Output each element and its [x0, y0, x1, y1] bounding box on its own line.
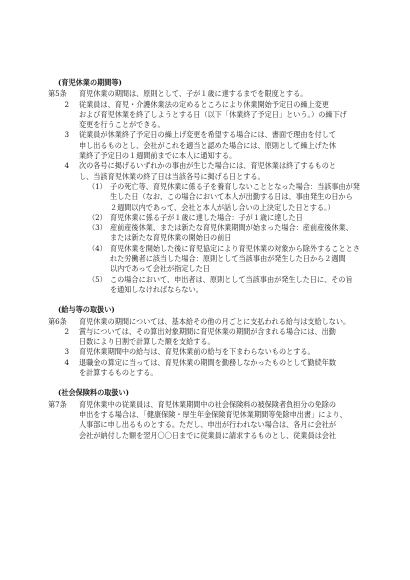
numbered-item	[58, 327, 374, 348]
text-line: れた労働者に該当した場合：原則として当該事由が発生した日から２週間	[110, 254, 346, 264]
text-line: 次の各号に掲げるいずれかの事由が生じた場合には、育児休業は終了するものと	[79, 161, 337, 171]
text-line: 生した日（なお、この場合において本人が出勤する日は、事由発生の日から	[110, 192, 353, 202]
sub-item-number: （3）	[88, 223, 107, 233]
article-text	[79, 400, 374, 441]
text-line: 子の死亡等、育児休業に係る子を養育しないこととなった場合：当該事由が発	[110, 181, 360, 191]
text-line: 育児休業中の従業員は、育児休業期間中の社会保険料の被保険者負担分の免除の	[79, 399, 337, 409]
text-line: 退職金の算定に当っては、育児休業の期間を勤務しなかったものとして勤続年数	[79, 357, 337, 367]
text-line: を計算するものとする。	[79, 368, 158, 378]
article-6	[48, 317, 374, 327]
item-text	[79, 161, 374, 182]
sub-item	[58, 275, 374, 296]
text-line: 以内であって会社が指定した日	[110, 264, 210, 274]
item-text	[79, 327, 374, 348]
sub-item-text	[110, 182, 374, 213]
numbered-item	[58, 347, 374, 357]
item-number: 4	[64, 161, 69, 171]
numbered-item	[58, 358, 374, 379]
item-number: 2	[64, 99, 69, 109]
item-number: 3	[64, 130, 69, 140]
section-heading: (育児休業の期間等)	[58, 78, 122, 87]
numbered-item	[58, 100, 374, 131]
text-line: 産前産後休業、または新たな育児休業期間が始まった場合：産前産後休業、	[110, 223, 353, 233]
article-label: 第7条	[48, 399, 67, 409]
sub-item	[58, 223, 374, 244]
text-line: または新たな育児休業の開始日の前日	[110, 233, 232, 243]
article-text: 育児休業の期間は、原則として、子が１歳に達するまでを限度とする。	[79, 89, 308, 99]
sub-item-text	[110, 213, 374, 223]
article-5	[48, 89, 374, 99]
text-line: を通知しなければならない。	[110, 284, 203, 294]
article-label: 第6条	[48, 316, 67, 326]
sub-item-text	[110, 244, 374, 275]
text-line: 育児休業に係る子が１歳に達した場合：子が１歳に達した日	[110, 212, 303, 222]
item-text	[79, 100, 374, 131]
sub-item	[58, 213, 374, 223]
item-number: 3	[64, 347, 69, 357]
text-line: 人事部に申し出るものとする。ただし、申出が行われない場合は、各月に会社が	[79, 420, 337, 430]
item-text	[79, 130, 374, 161]
section-childcare-period	[48, 78, 374, 295]
text-line: 会社が納付した額を翌月〇〇日までに従業員に請求するものとし、従業員は会社	[79, 430, 337, 440]
article-text: 育児休業の期間については、基本給その他の月ごとに支払われる給与は支給しない。	[79, 316, 351, 326]
sub-item	[58, 182, 374, 213]
text-line: 従業員が休業終了予定日の繰上げ変更を希望する場合には、書面で理由を付して	[79, 130, 337, 140]
sub-item	[58, 244, 374, 275]
item-number: 4	[64, 357, 69, 367]
numbered-item	[58, 161, 374, 182]
text-line: 従業員は、育児・介護休業法の定めるところにより休業開始予定日の繰上変更	[79, 99, 329, 109]
text-line: 変更を行うことができる。	[79, 120, 165, 130]
text-line: および育児休業を終了しようとする日（以下「休業終了予定日」という。）の繰下げ	[79, 109, 347, 119]
sub-item-text	[110, 223, 374, 244]
item-number: 2	[64, 326, 69, 336]
text-line: 育児休業期間中の給与は、育児休業前の給与を下まわらないものとする。	[79, 347, 315, 357]
sub-item-number: （4）	[88, 243, 107, 253]
text-line: 申し出るものとし、会社がこれを適当と認めた場合には、原則として繰上げた休	[79, 140, 337, 150]
section-salary	[48, 305, 374, 378]
text-line: 賞与については、その算出対象期間に育児休業の期間が含まれる場合には、出勤	[79, 326, 336, 336]
section-social-insurance	[48, 388, 374, 440]
text-line: 業終了予定日の１週間前までに本人に通知する。	[79, 151, 237, 161]
article-7	[48, 400, 374, 441]
sub-item-number: （2）	[88, 212, 107, 222]
article-label: 第5条	[48, 89, 67, 99]
section-heading: (給与等の取扱い)	[58, 305, 115, 315]
text-line: この場合において、申出者は、原則として当該事由が発生した日に、その旨	[110, 274, 353, 284]
item-text	[79, 347, 374, 357]
item-text	[79, 358, 374, 379]
sub-item-text	[110, 275, 374, 296]
text-line: 日数により日割で計算した額を支給する。	[79, 337, 215, 347]
text-line: ２週間以内であって、会社と本人が話し合いの上決定した日とする。）	[110, 202, 335, 212]
sub-item-number: （5）	[88, 274, 107, 284]
text-line: 申出をする場合は、「健康保険・厚生年金保険育児休業期間等免除申出書」により、	[79, 409, 347, 419]
sub-item-number: （1）	[88, 181, 107, 191]
section-heading: (社会保険料の取扱い)	[58, 388, 130, 398]
text-line: し、当該育児休業の終了日は当該各号に掲げる日とする。	[79, 171, 265, 181]
text-line: 育児休業を開始した後に育児協定により育児休業の対象から除外することとさ	[110, 243, 360, 253]
numbered-item	[58, 130, 374, 161]
